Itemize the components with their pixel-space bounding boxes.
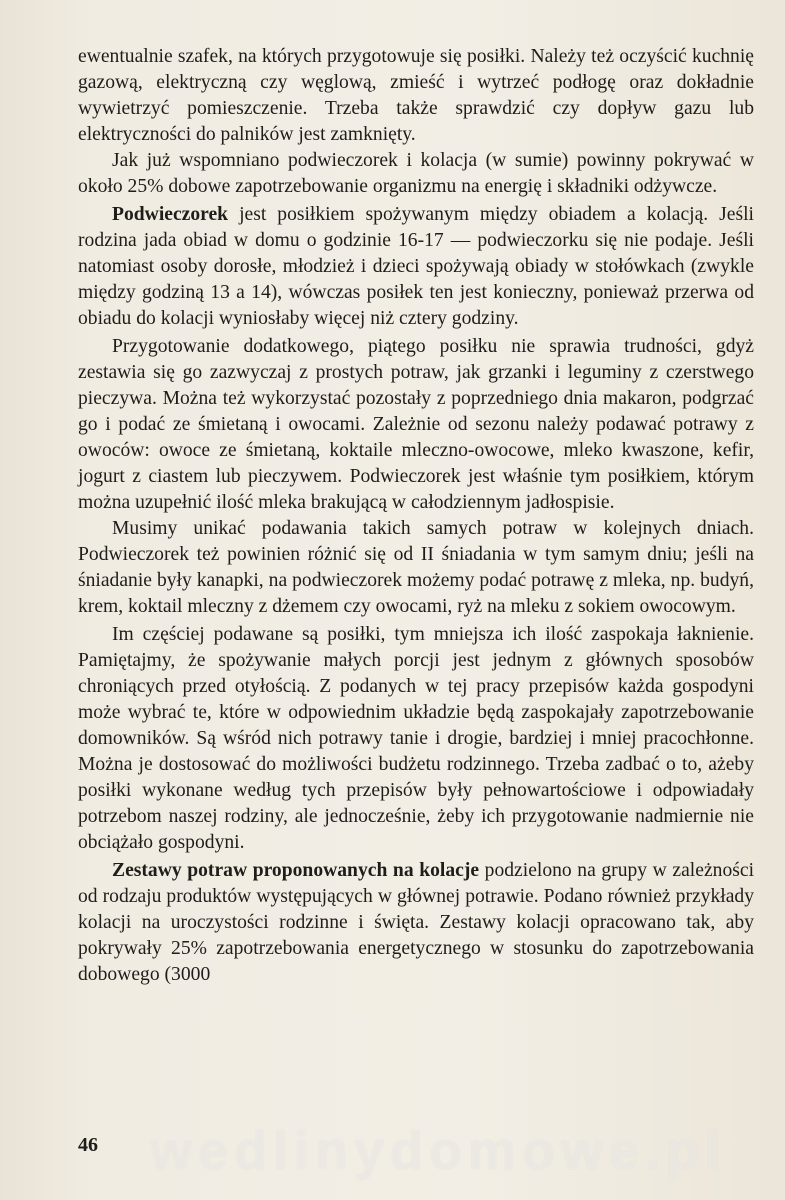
paragraph-5: Musimy unikać podawania takich samych potraw w kolejnych dniach. Podwieczorek też powinien różnić się od II śniadania w tym samym dniu; jeśli na śniadanie były kanapki, na podwieczorek możemy podać potrawę z mleka, np. budyń, krem, koktail mleczny z dżemem czy owocami, ryż na mleku z sokiem owocowym. [78, 518, 754, 617]
paragraph-1: ewentualnie szafek, na których przygotowuje się posiłki. Należy też oczyścić kuchnię gazową, elektryczną czy węglową, zmieść i wytrzeć podłogę oraz dokładnie wywietrzyć pomieszczenie. Trzeba także sprawdzić czy dopływ gazu lub elektryczności do palników jest zamknięty. [78, 46, 754, 145]
paragraph-4: Przygotowanie dodatkowego, piątego posiłku nie sprawia trudności, gdyż zestawia się go zazwyczaj z prostych potraw, jak grzanki i leguminy z czerstwego pieczywa. Można też wykorzystać pozostały z poprzedniego dnia makaron, podgrzać go i podać ze śmietaną i owocami. Zależnie od sezonu należy podawać potrawy z owoców: owoce ze śmietaną, koktaile mleczno-owocowe, mleko kwaszone, kefir, jogurt z ciastem lub pieczywem. Podwieczorek jest właśnie tym posiłkiem, którym można uzupełnić ilość mleka brakującą w całodziennym jadłospisie. [78, 336, 754, 513]
paragraph-3: Podwieczorek jest posiłkiem spożywanym między obiadem a kolacją. Jeśli rodzina jada obiad w domu o godzinie 16-17 — podwieczorku się nie podaje. Jeśli natomiast osoby dorosłe, młodzież i dzieci spożywają obiady w stołówkach (zwykle między godziną 13 a 14), wówczas posiłek ten jest konieczny, ponieważ przerwa od obiadu do kolacji wyniosłaby więcej niż cztery godziny. [78, 204, 754, 329]
term-zestawy: Zestawy potraw proponowanych na kolacje [112, 860, 480, 881]
paragraph-6: Im częściej podawane są posiłki, tym mniejsza ich ilość zaspokaja łaknienie. Pamiętajmy, że spożywanie małych porcji jest jednym z głównych sposobów chroniących przed otyłością. Z podanych w tej pracy przepisów każda gospodyni może wybrać te, które w odpowiednim układzie będą zaspokajały zapotrzebowanie domowników. Są wśród nich potrawy tanie i drogie, bardziej i mniej pracochłonne. Można je dostosować do możliwości budżetu rodzinnego. Trzeba zadbać o to, ażeby posiłki wykonane według tych przepisów były pełnowartościowe i odpowiadały potrzebom naszej rodziny, ale jednocześnie, żeby ich przygotowanie nadmiernie nie obciążało gospodyni. [78, 624, 754, 853]
page-number: 46 [78, 1134, 98, 1156]
paragraph-2: Jak już wspomniano podwieczorek i kolacja (w sumie) powinny pokrywać w około 25% dobowe zapotrzebowanie organizmu na energię i składniki odżywcze. [78, 150, 754, 197]
body-text [78, 44, 754, 988]
watermark: wedlinydomowe.pl [150, 1121, 727, 1181]
term-podwieczorek: Podwieczorek [112, 204, 229, 225]
paragraph-7: Zestawy potraw proponowanych na kolacje podzielono na grupy w zależności od rodzaju produktów występujących w głównej potrawie. Podano również przykłady kolacji na uroczystości rodzinne i święta. Zestawy kolacji opracowano tak, aby pokrywały 25% zapotrzebowania energetycznego w stosunku do zapotrzebowania dobowego (3000 [78, 860, 755, 985]
